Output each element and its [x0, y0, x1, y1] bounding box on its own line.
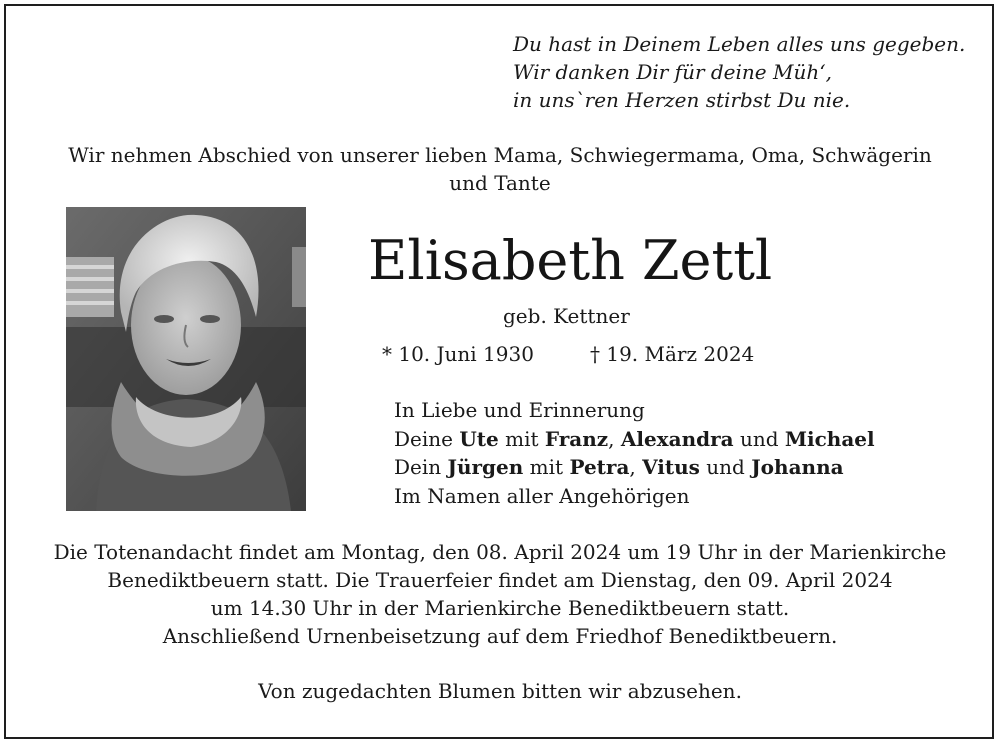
mourner-name: Vitus: [642, 455, 700, 479]
text: mit: [498, 426, 545, 451]
service-line: Die Totenandacht findet am Montag, den 08. April 2024 um 19 Uhr in der Marienkirche: [53, 540, 947, 564]
mourner-name: Ute: [459, 426, 499, 451]
service-line: Benediktbeuern statt. Die Trauerfeier findet am Dienstag, den 09. April 2024: [107, 568, 893, 592]
service-line: Anschließend Urnenbeisetzung auf dem Friedhof Benediktbeuern.: [162, 624, 838, 648]
mourners-line: Im Namen aller Angehörigen: [394, 483, 690, 508]
portrait-photo: [66, 207, 306, 511]
mourners-line: [394, 453, 875, 482]
mourner-name: Johanna: [751, 455, 844, 479]
mourners-line: [394, 425, 875, 454]
mourner-name: Petra: [569, 455, 630, 479]
text: mit: [523, 455, 570, 479]
intro-line: Wir nehmen Abschied von unserer lieben Mama, Schwiegermama, Oma, Schwägerin: [68, 143, 932, 167]
text: und: [733, 426, 785, 451]
text: ,: [629, 455, 643, 479]
text: ,: [608, 426, 621, 451]
death-date: † 19. März 2024: [590, 342, 755, 366]
mourner-name: Franz: [544, 426, 609, 451]
poem: [513, 30, 965, 114]
service-line: um 14.30 Uhr in der Marienkirche Benediktbeuern statt.: [210, 596, 790, 620]
closing-note: Von zugedachten Blumen bitten wir abzusehen.: [258, 679, 742, 703]
mourner-name: Jürgen: [447, 455, 524, 479]
mourners-line: In Liebe und Erinnerung: [394, 398, 645, 422]
intro-text: [20, 141, 980, 197]
birth-date: * 10. Juni 1930: [382, 342, 534, 366]
mourners-list: [394, 396, 875, 510]
mourner-name: Alexandra: [620, 426, 734, 451]
maiden-name: geb. Kettner: [503, 304, 630, 328]
deceased-name: Elisabeth Zettl: [368, 229, 773, 292]
intro-line: und Tante: [449, 171, 551, 195]
text: und: [699, 455, 752, 479]
poem-line: in uns`ren Herzen stirbst Du nie.: [513, 88, 851, 112]
mourner-name: Michael: [784, 426, 875, 451]
text: Deine: [394, 426, 460, 451]
poem-line: Du hast in Deinem Leben alles uns gegeben.: [513, 32, 966, 56]
service-details: [20, 538, 980, 650]
text: Dein: [394, 455, 448, 479]
poem-line: Wir danken Dir für deine Müh‘,: [513, 60, 832, 84]
